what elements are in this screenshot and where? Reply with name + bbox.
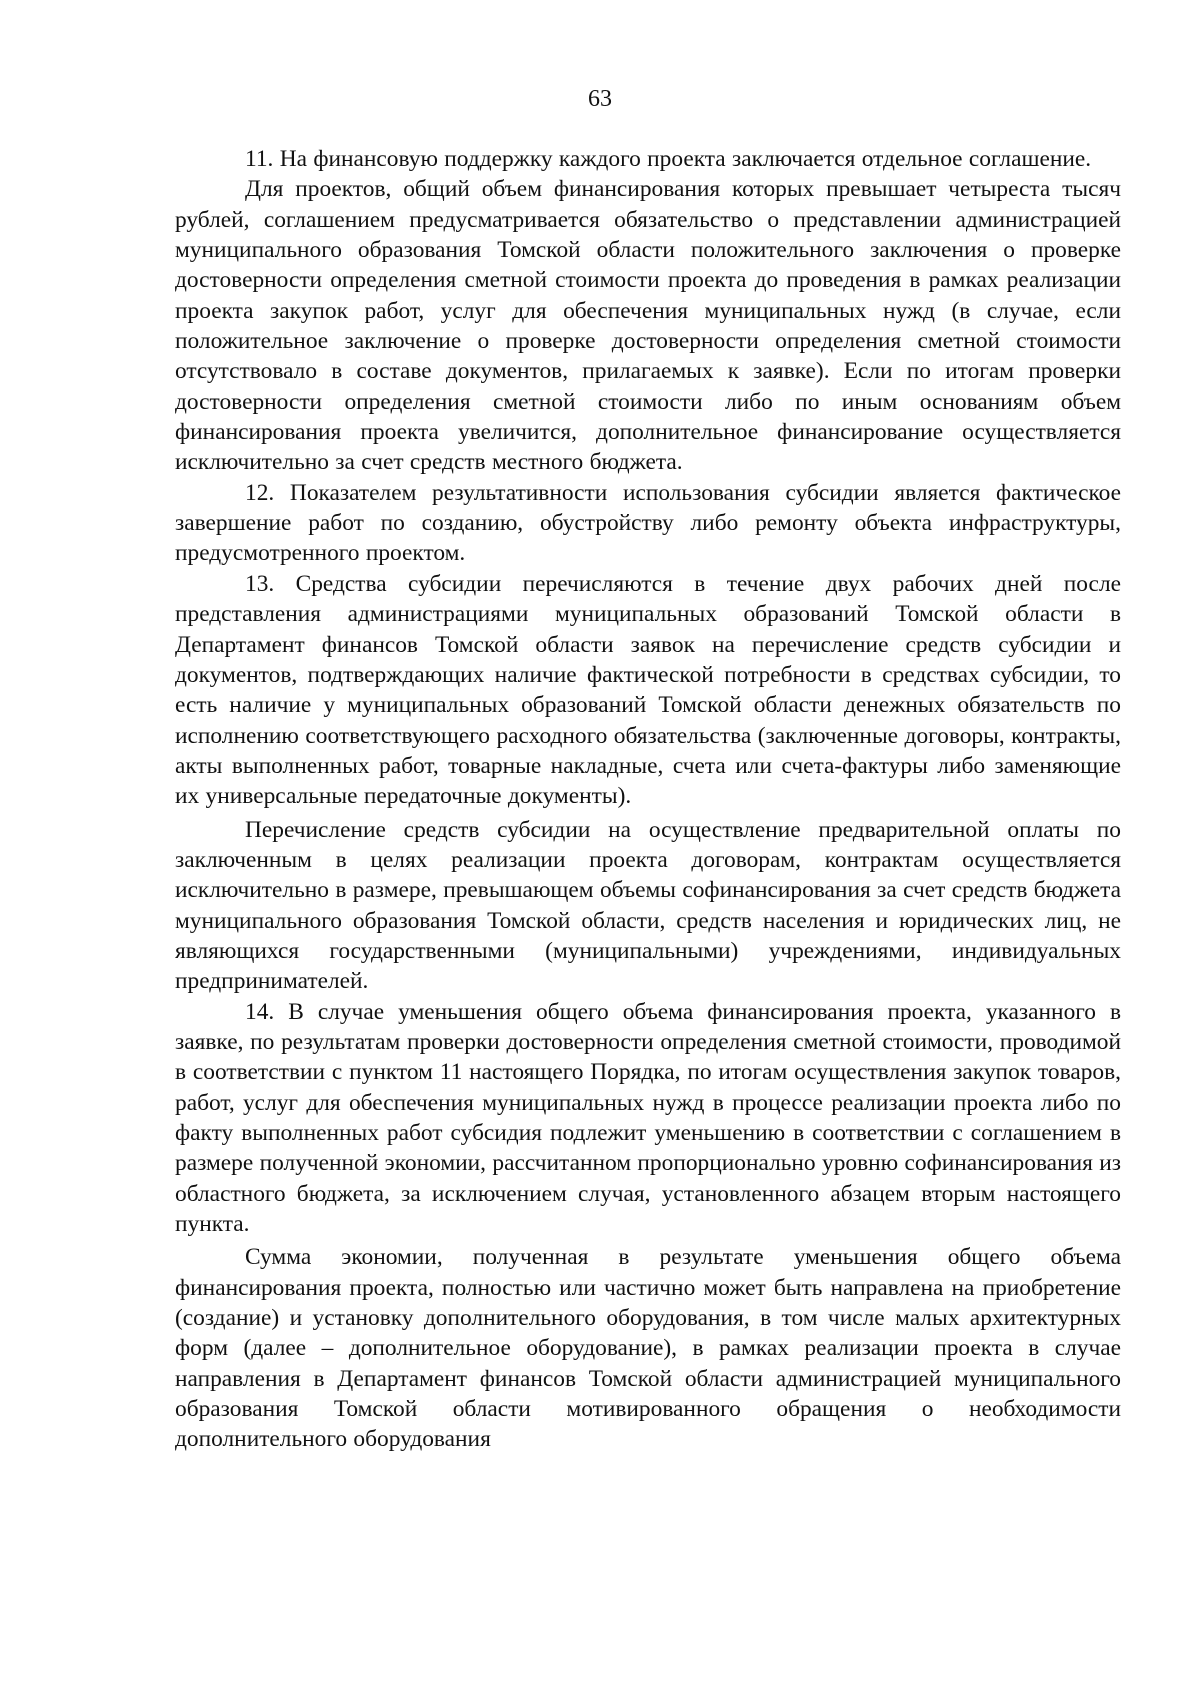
paragraph-11: 11. На финансовую поддержку каждого проекта заключается отдельное соглашение. bbox=[245, 146, 1092, 172]
paragraph-11-second: Для проектов, общий объем финансирования которых превышает четыреста тысяч рублей, соглашением предусматривается обязательство о представлении администрацией муниципального образования Томской области положительного заключения о проверке достоверности определения сметной стоимости проекта до проведения в рамках реализации проекта закупок работ, услуг для обеспечения муниципальных нужд (в случае, если положительное заключение о проверке достоверности определения сметной стоимости отсутствовало в составе документов, прилагаемых к заявке). Если по итогам проверки достоверности определения сметной стоимости либо по иным основаниям объем финансирования проекта увеличится, дополнительное финансирование осуществляется исключительно за счет средств местного бюджета. bbox=[175, 176, 1121, 476]
paragraph-14-second: Сумма экономии, полученная в результате уменьшения общего объема финансирования проекта, полностью или частично может быть направлена на приобретение (создание) и установку дополнительного оборудования, в том числе малых архитектурных форм (далее – дополнительное оборудование), в рамках реализации проекта в случае направления в Департамент финансов Томской области администрацией муниципального образования Томской области мотивированного обращения о необходимости дополнительного оборудования bbox=[175, 1244, 1121, 1453]
document-body bbox=[175, 144, 1121, 1455]
paragraph-13: 13. Средства субсидии перечисляются в течение двух рабочих дней после представления администрациями муниципальных образований Томской области в Департамент финансов Томской области заявок на перечисление средств субсидии и документов, подтверждающих наличие фактической потребности в средствах субсидии, то есть наличие у муниципальных образований Томской области денежных обязательств по исполнению соответствующего расходного обязательства (заключенные договоры, контракты, акты выполненных работ, товарные накладные, счета или счета-фактуры либо заменяющие их универсальные передаточные документы). bbox=[175, 570, 1121, 810]
paragraph-14: 14. В случае уменьшения общего объема финансирования проекта, указанного в заявке, по результатам проверки достоверности определения сметной стоимости, проводимой в соответствии с пунктом 11 настоящего Порядка, по итогам осуществления закупок товаров, работ, услуг для обеспечения муниципальных нужд в процессе реализации проекта либо по факту выполненных работ субсидия подлежит уменьшению в соответствии с соглашением в размере полученной экономии, рассчитанном пропорционально уровню софинансирования из областного бюджета, за исключением случая, установленного абзацем вторым настоящего пункта. bbox=[175, 998, 1121, 1238]
paragraph-13-second: Перечисление средств субсидии на осуществление предварительной оплаты по заключенным в целях реализации проекта договорам, контрактам осуществляется исключительно в размере, превышающем объемы софинансирования за счет средств бюджета муниципального образования Томской области, средств населения и юридических лиц, не являющихся государственными (муниципальными) учреждениями, индивидуальных предпринимателей. bbox=[175, 816, 1121, 995]
paragraph-12: 12. Показателем результативности использования субсидии является фактическое завершение работ по созданию, обустройству либо ремонту объекта инфраструктуры, предусмотренного проектом. bbox=[175, 479, 1121, 567]
page-number: 63 bbox=[588, 86, 612, 112]
